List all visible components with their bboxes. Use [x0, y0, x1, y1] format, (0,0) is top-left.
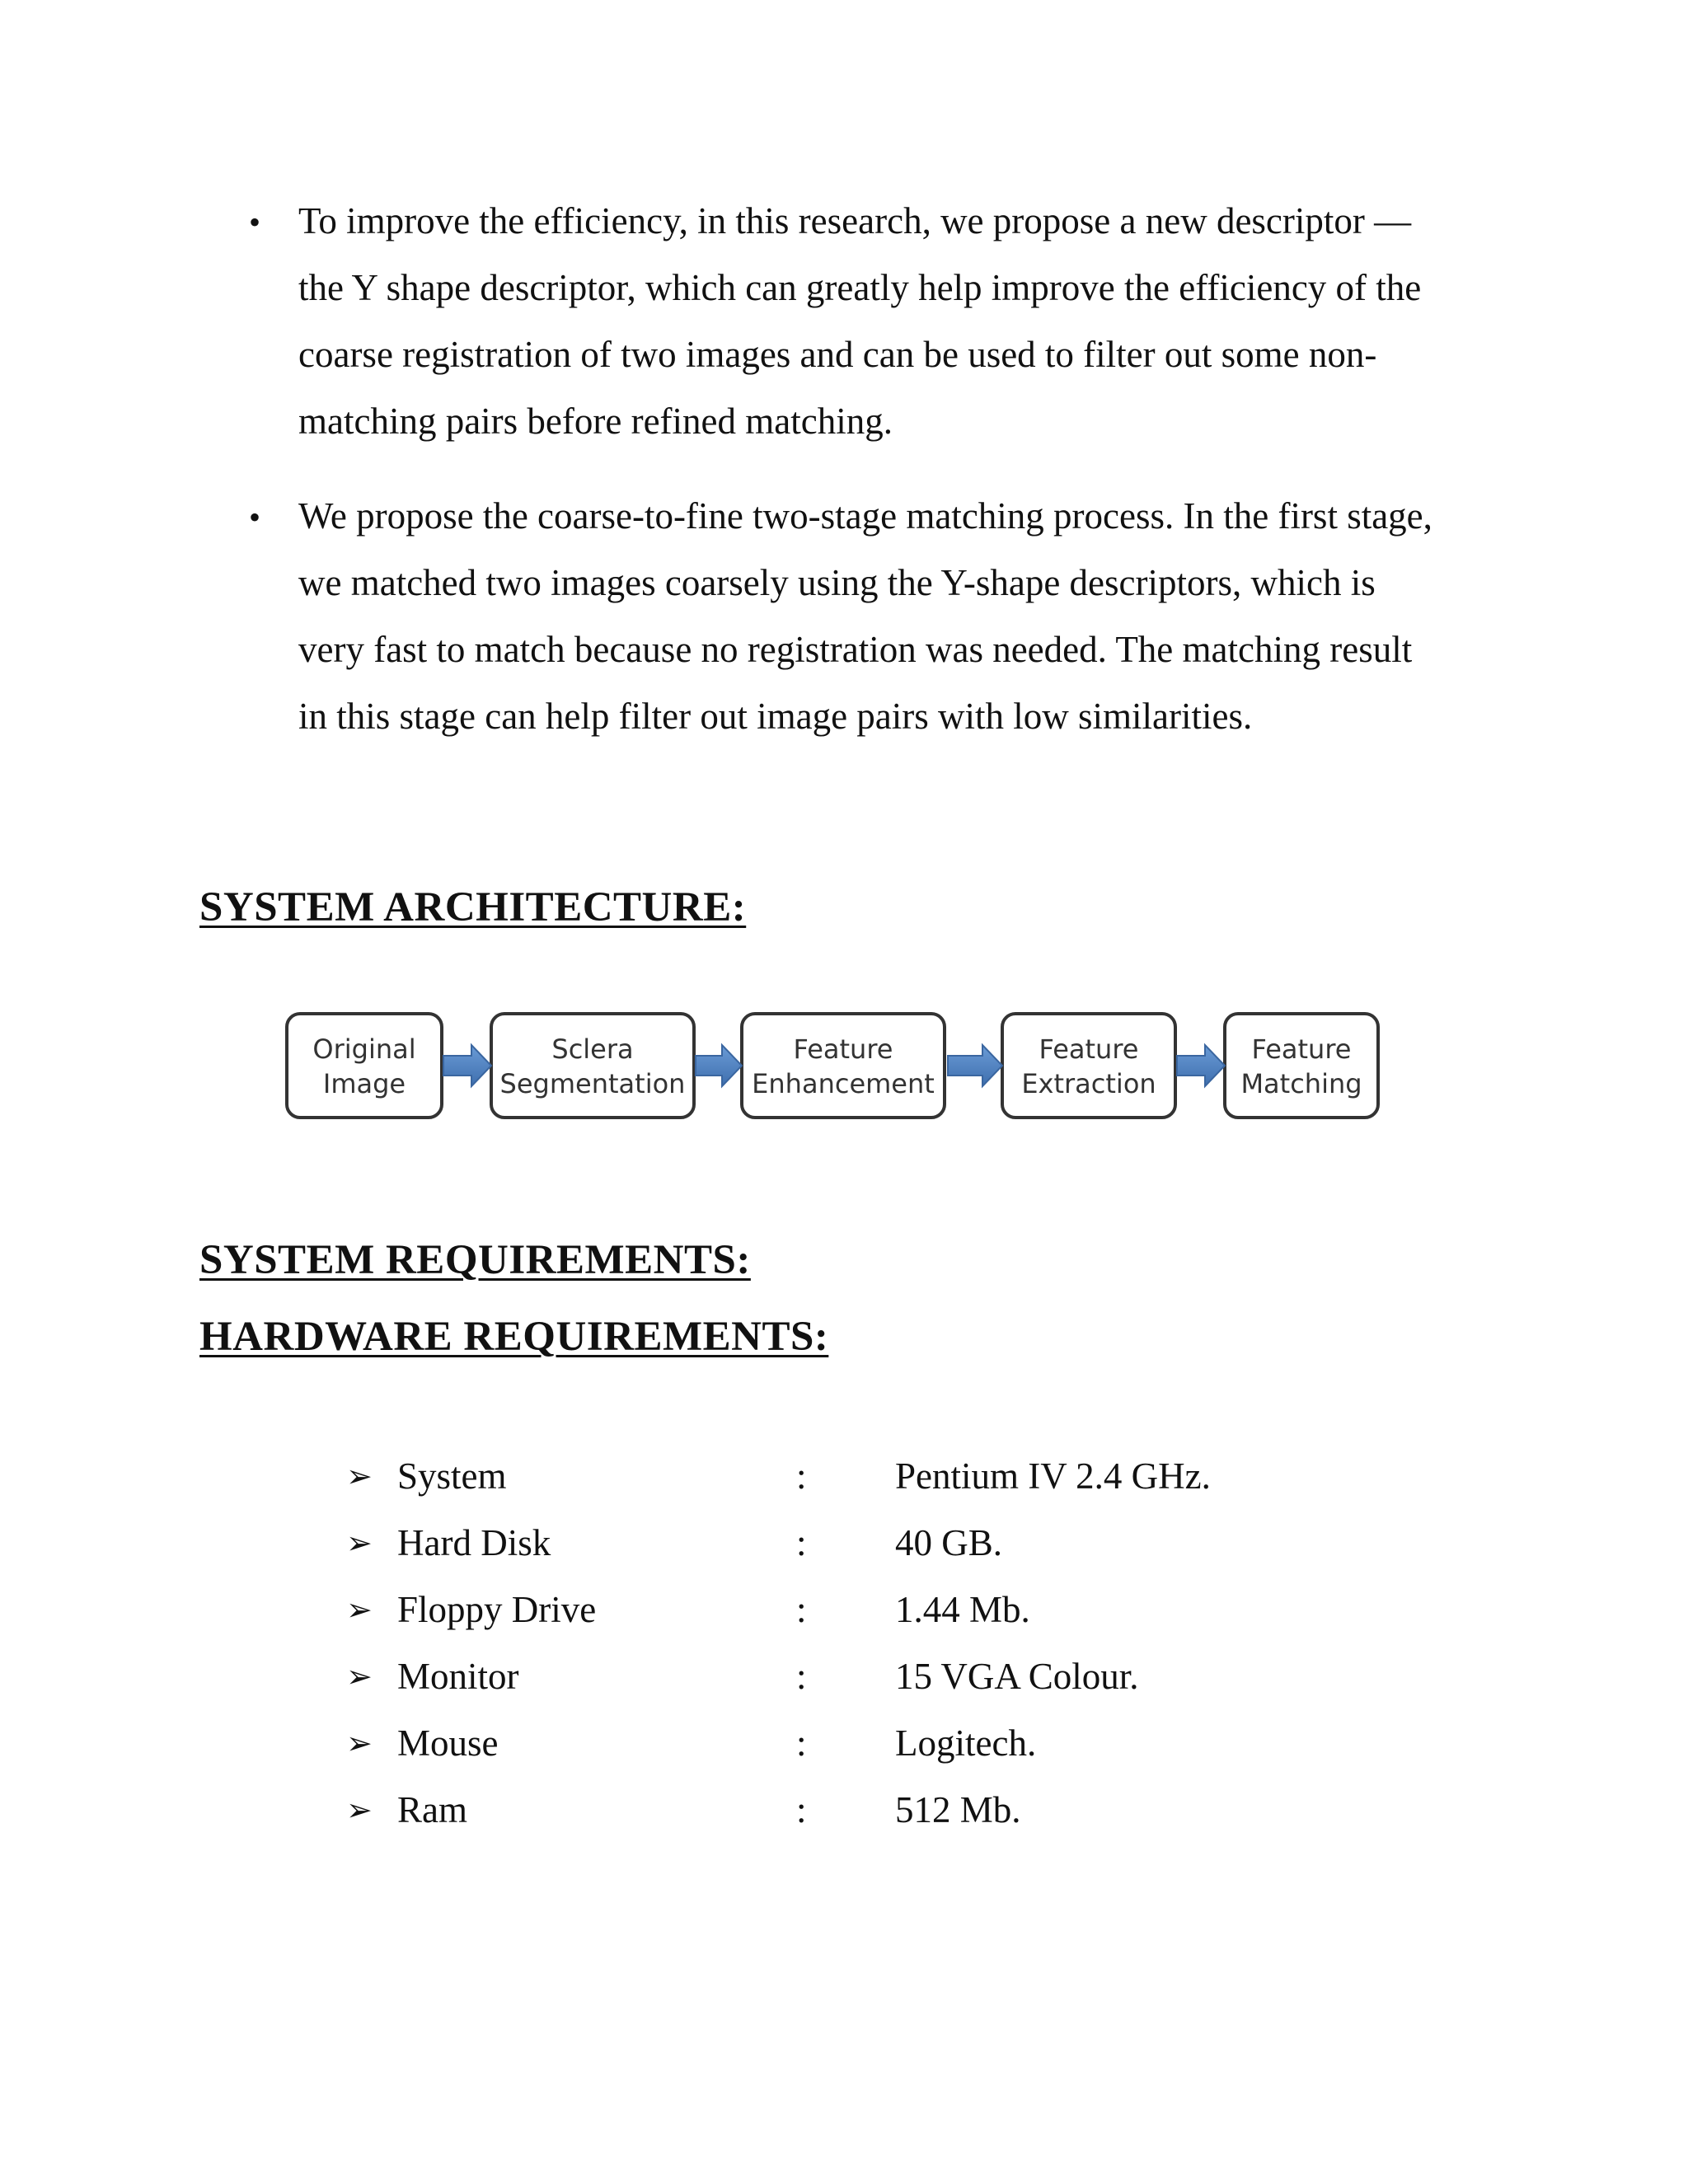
paragraph-line: coarse registration of two images and can be used to filter out some non- [298, 334, 1377, 375]
flow-node-sclera-segmentation [491, 1014, 694, 1118]
arrow-bullet-icon: ➢ [346, 1591, 373, 1628]
node-label-line1: Original [312, 1033, 416, 1065]
paragraph-line: the Y shape descriptor, which can greatly help improve the efficiency of the [298, 267, 1422, 308]
node-label-line1: Sclera [551, 1033, 634, 1065]
flow-node-feature-extraction [1002, 1014, 1175, 1118]
hardware-item-value: 1.44 Mb. [895, 1589, 1030, 1630]
hardware-separator: : [796, 1589, 807, 1630]
bullet-marker: • [249, 499, 261, 536]
paragraph-line: matching pairs before refined matching. [298, 401, 893, 442]
flow-arrow-icon [1177, 1045, 1225, 1086]
hardware-item-value: 40 GB. [895, 1522, 1003, 1563]
heading-system-architecture: SYSTEM ARCHITECTURE: [199, 884, 747, 930]
hardware-item-value: Pentium IV 2.4 GHz. [895, 1455, 1211, 1497]
flow-arrow-icon [443, 1045, 491, 1086]
arrow-bullet-icon: ➢ [346, 1658, 373, 1694]
node-label-line2: Matching [1240, 1068, 1362, 1099]
node-label-line2: Extraction [1021, 1068, 1156, 1099]
flow-node-original-image [287, 1014, 442, 1118]
heading-hardware-requirements: HARDWARE REQUIREMENTS: [199, 1314, 829, 1360]
heading-system-requirements: SYSTEM REQUIREMENTS: [199, 1237, 751, 1283]
hardware-separator: : [796, 1455, 807, 1497]
hardware-separator: : [796, 1722, 807, 1764]
hardware-item-name: Floppy Drive [397, 1589, 597, 1630]
arrow-bullet-icon: ➢ [346, 1725, 373, 1761]
hardware-item-value: Logitech. [895, 1722, 1037, 1764]
arrow-bullet-icon: ➢ [346, 1525, 373, 1561]
node-label-line1: Feature [1039, 1033, 1139, 1065]
paragraph-line: in this stage can help filter out image pairs with low similarities. [298, 696, 1253, 737]
hardware-separator: : [796, 1656, 807, 1697]
paragraph-line: we matched two images coarsely using the Y-shape descriptors, which is [298, 562, 1376, 603]
flow-node-feature-matching [1225, 1014, 1378, 1118]
hardware-item-name: Monitor [397, 1656, 519, 1697]
paragraph-line: very fast to match because no registration was needed. The matching result [298, 629, 1413, 670]
flow-node-feature-enhancement [742, 1014, 945, 1118]
hardware-item-name: Ram [397, 1789, 467, 1830]
flow-arrow-icon [948, 1045, 1002, 1086]
hardware-item-value: 512 Mb. [895, 1789, 1021, 1830]
node-label-line2: Image [322, 1068, 406, 1099]
hardware-item-value: 15 VGA Colour. [895, 1656, 1139, 1697]
hardware-separator: : [796, 1789, 807, 1830]
node-label-line2: Segmentation [499, 1068, 686, 1099]
hardware-item-name: System [397, 1455, 507, 1497]
node-label-line1: Feature [1251, 1033, 1352, 1065]
paragraph-line: We propose the coarse-to-fine two-stage matching process. In the first stage, [298, 495, 1432, 537]
bullet-marker: • [249, 204, 261, 241]
paragraph-line: To improve the efficiency, in this research, we propose a new descriptor — [298, 200, 1412, 241]
hardware-item-name: Hard Disk [397, 1522, 551, 1563]
hardware-separator: : [796, 1522, 807, 1563]
arrow-bullet-icon: ➢ [346, 1458, 373, 1494]
node-label-line2: Enhancement [752, 1068, 935, 1099]
flow-arrow-icon [696, 1045, 742, 1086]
node-label-line1: Feature [793, 1033, 893, 1065]
arrow-bullet-icon: ➢ [346, 1792, 373, 1828]
hardware-item-name: Mouse [397, 1722, 499, 1764]
